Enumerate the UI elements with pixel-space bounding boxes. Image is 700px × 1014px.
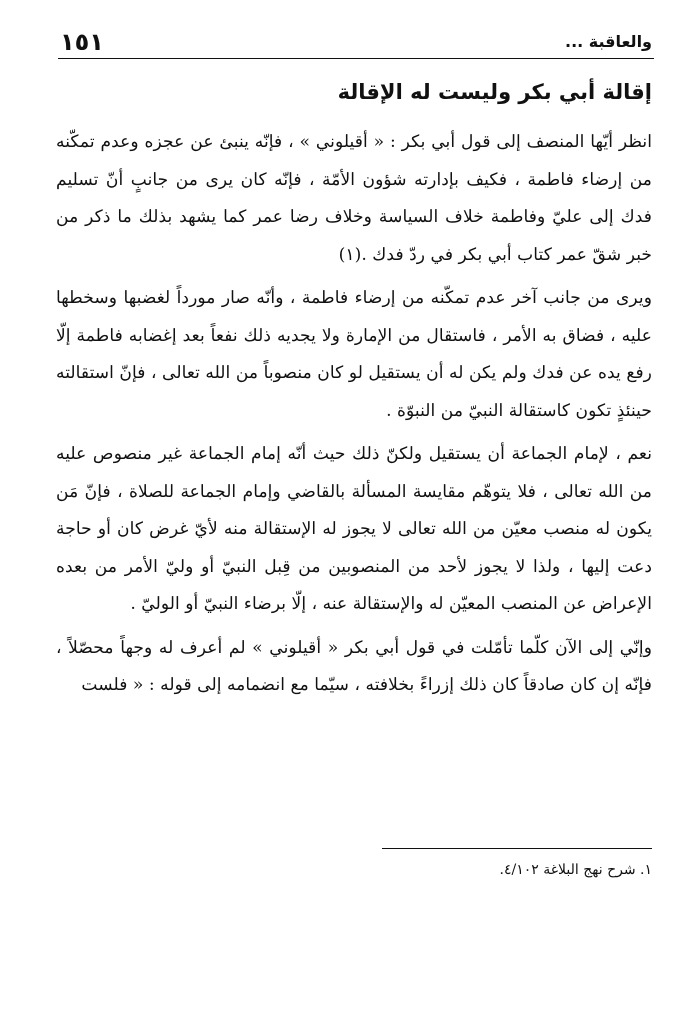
header-divider [58, 58, 654, 59]
body-text [56, 124, 652, 711]
paragraph: نعم ، لإمام الجماعة أن يستقيل ولكنّ ذلك حيث أنّه إمام الجماعة غير منصوص عليه من الله تعالى ، فلا يتوهّم مقايسة المسألة بالقاضي وإمام الجماعة للصلاة ، فإنّ مَن يكون له منصب معيّن من الله تعالى لا يجوز له الإستقالة منه لأيّ غرض كان أو حاجة دعت إليها ، ولذا لا يجوز لأحد من المنصوبين من قِبل النبيّ أو وليّ الأمر من بعده الإعراض عن المنصب المعيّن له والإستقالة عنه ، إلّا برضاء النبيّ أو الوليّ . [56, 444, 652, 614]
footnote: ١. شرح نهج البلاغة ٤/١٠٢. [499, 862, 652, 878]
running-title: والعاقبة ... [565, 32, 652, 51]
section-heading: إقالة أبي بكر وليست له الإقالة [337, 80, 652, 104]
paragraph: انظر أيّها المنصف إلى قول أبي بكر : « أقيلوني » ، فإنّه ينبئ عن عجزه وعدم تمكّنه من إرضاء فاطمة ، فكيف بإدارته شؤون الأمّة ، فإنّه كان يرى من جانبٍ أنّ تسليم فدك إلى عليّ وفاطمة خلاف السياسة وخلاف رضا عمر كما يشهد بذلك ما ذكر من خبر شقّ عمر كتاب أبي بكر في ردّ فدك .(١) [56, 132, 652, 265]
paragraph: وإنّي إلى الآن كلّما تأمّلت في قول أبي بكر « أقيلوني » لم أعرف له وجهاً محصّلاً ، فإنّه إن كان صادقاً كان ذلك إزراءً بخلافته ، سيّما مع انضمامه إلى قوله : « فلست [56, 637, 652, 695]
paragraph: ويرى من جانب آخر عدم تمكّنه من إرضاء فاطمة ، وأنّه صار مورداً لغضبها وسخطها عليه ، فضاق به الأمر ، فاستقال من الإمارة ولا يجديه ذلك نفعاً بعد إغضابه فاطمة إلّا رفع يده عن فدك ولم يكن له أن يستقيل لو كان منصوباً من الله تعالى ، فإنّ استقالته حينئذٍ تكون كاستقالة النبيّ من النبوّة . [56, 288, 652, 421]
page-number: ١٥١ [60, 28, 104, 56]
footnote-divider [382, 848, 652, 849]
